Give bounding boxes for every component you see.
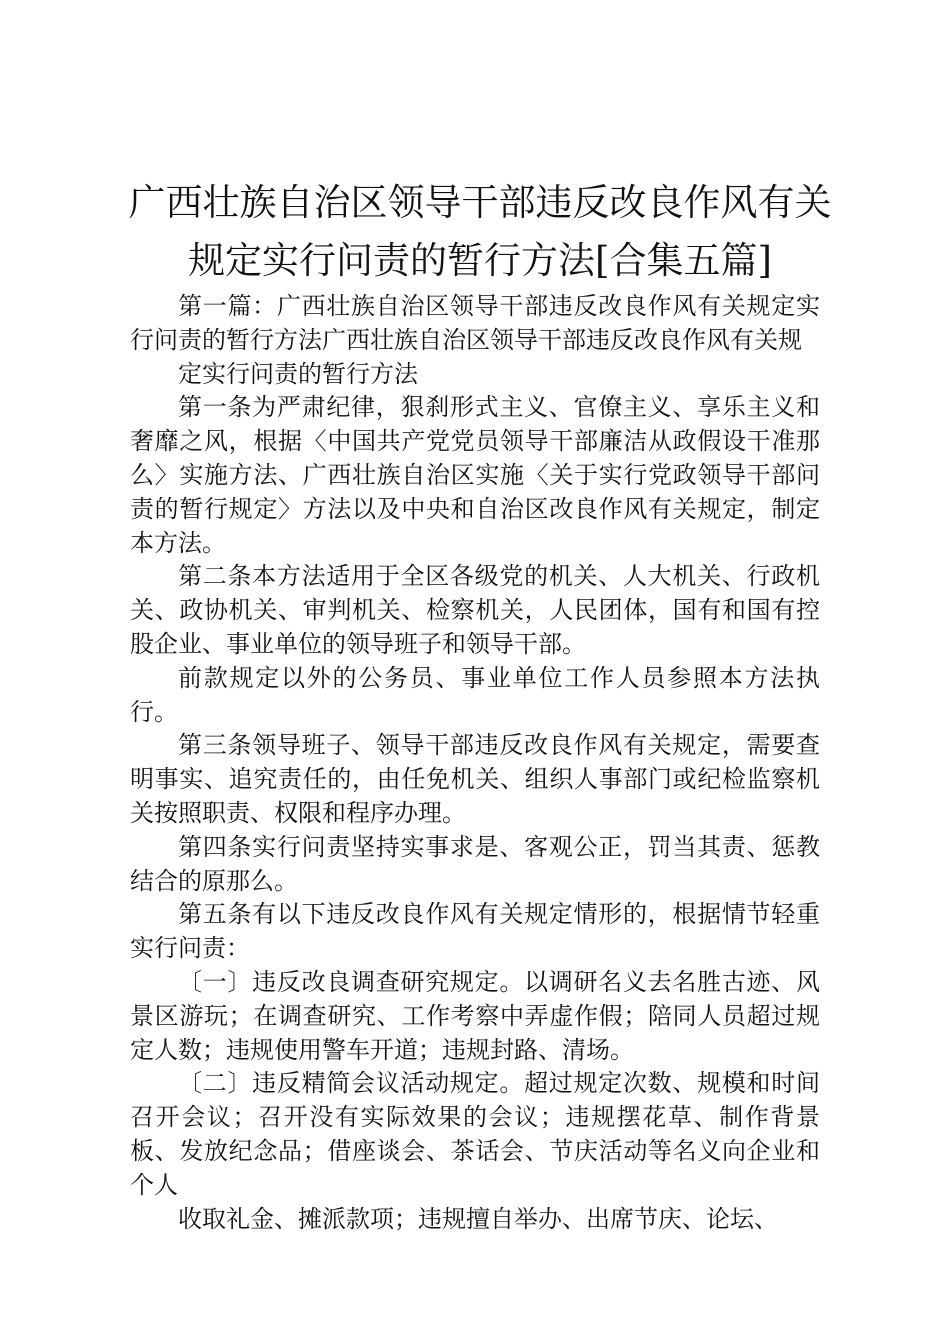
paragraph: 第四条实行问责坚持实事求是、客观公正，罚当其责、惩教结合的原那么。 xyxy=(130,832,820,895)
document-title: 广西壮族自治区领导干部违反改良作风有关规定实行问责的暂行方法[合集五篇] xyxy=(128,181,832,282)
paragraph: 〔二〕违反精简会议活动规定。超过规定次数、规模和时间召开会议；召开没有实际效果的会议；违规摆花草、制作背景板、发放纪念品；借座谈会、茶话会、节庆活动等名义向企业和个人 xyxy=(130,1069,820,1199)
document-body xyxy=(130,290,820,1236)
paragraph: 第五条有以下违反改良作风有关规定情形的，根据情节轻重实行问责： xyxy=(130,900,820,963)
paragraph: 第二条本方法适用于全区各级党的机关、人大机关、行政机关、政协机关、审判机关、检察机关，人民团体，国有和国有控股企业、事业单位的领导班子和领导干部。 xyxy=(130,562,820,658)
paragraph: 第一篇：广西壮族自治区领导干部违反改良作风有关规定实行问责的暂行方法广西壮族自治区领导干部违反改良作风有关规 xyxy=(130,292,820,354)
paragraph: 第三条领导班子、领导干部违反改良作风有关规定，需要查明事实、追究责任的，由任免机关、组织人事部门或纪检监察机关按照职责、权限和程序办理。 xyxy=(130,731,820,827)
paragraph: 第一条为严肃纪律，狠刹形式主义、官僚主义、享乐主义和奢靡之风，根据〈中国共产党党员领导干部廉洁从政假设干准那么〉实施方法、广西壮族自治区实施〈关于实行党政领导干部问责的暂行规定〉方法以及中央和自治区改良作风有关规定，制定本方法。 xyxy=(130,393,820,557)
paragraph: 定实行问责的暂行方法 xyxy=(178,359,418,388)
paragraph: 前款规定以外的公务员、事业单位工作人员参照本方法执行。 xyxy=(130,663,820,726)
paragraph: 〔一〕违反改良调查研究规定。以调研名义去名胜古迹、风景区游玩；在调查研究、工作考察中弄虚作假；陪同人员超过规定人数；违规使用警车开道；违规封路、清场。 xyxy=(130,967,820,1064)
paragraph: 收取礼金、摊派款项；违规擅自举办、出席节庆、论坛、 xyxy=(178,1204,778,1233)
